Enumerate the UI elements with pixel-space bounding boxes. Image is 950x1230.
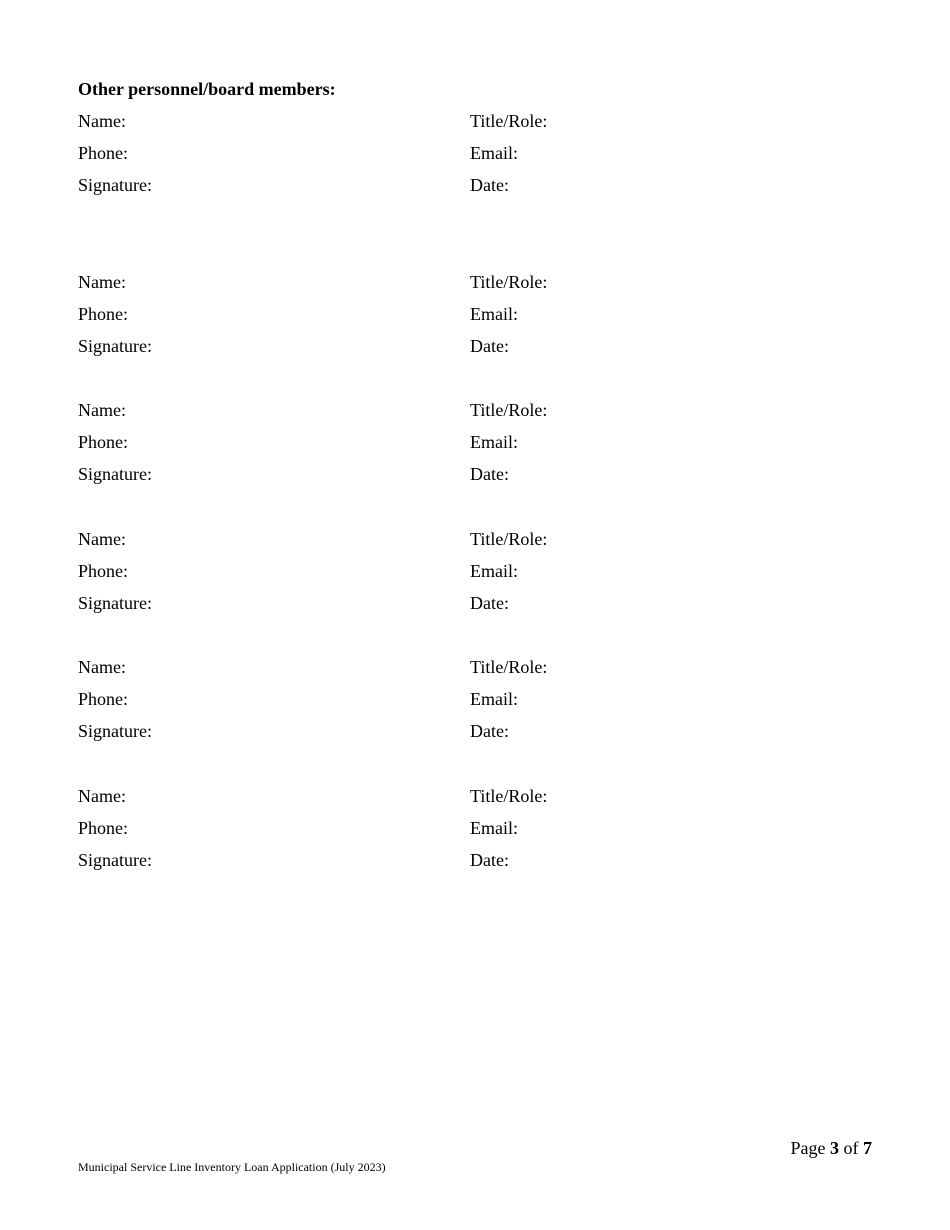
signature-label: Signature: — [78, 336, 152, 356]
signature-label: Signature: — [78, 721, 152, 741]
name-row — [78, 528, 878, 560]
section-heading: Other personnel/board members: — [78, 79, 336, 99]
page-total: 7 — [863, 1138, 872, 1158]
date-label: Date: — [470, 721, 509, 741]
phone-row — [78, 431, 878, 463]
phone-label: Phone: — [78, 561, 129, 581]
page-prefix: Page — [790, 1138, 826, 1158]
phone-row — [78, 560, 878, 592]
name-row — [78, 399, 878, 431]
phone-label: Phone: — [78, 143, 129, 163]
phone-label: Phone: — [78, 304, 129, 324]
personnel-entry-2 — [78, 271, 878, 367]
signature-row — [78, 720, 878, 752]
name-row — [78, 656, 878, 688]
title-role-label: Title/Role: — [470, 400, 548, 420]
page-of: of — [843, 1138, 859, 1158]
signature-row — [78, 463, 878, 495]
date-label: Date: — [470, 850, 509, 870]
phone-row — [78, 688, 878, 720]
email-label: Email: — [470, 304, 518, 324]
footer-document-title: Municipal Service Line Inventory Loan Application (July 2023) — [78, 1160, 386, 1174]
signature-row — [78, 592, 878, 624]
name-label: Name: — [78, 657, 126, 677]
signature-row — [78, 849, 878, 881]
name-label: Name: — [78, 529, 126, 549]
title-role-label: Title/Role: — [470, 786, 548, 806]
signature-row — [78, 174, 878, 206]
phone-row — [78, 303, 878, 335]
personnel-entry-1 — [78, 110, 878, 206]
page-current: 3 — [830, 1138, 839, 1158]
personnel-entry-6 — [78, 785, 878, 881]
email-label: Email: — [470, 689, 518, 709]
phone-label: Phone: — [78, 432, 129, 452]
name-label: Name: — [78, 400, 126, 420]
personnel-entry-5 — [78, 656, 878, 752]
email-label: Email: — [470, 432, 518, 452]
date-label: Date: — [470, 464, 509, 484]
name-row — [78, 110, 878, 142]
personnel-entry-4 — [78, 528, 878, 624]
signature-label: Signature: — [78, 175, 152, 195]
name-label: Name: — [78, 272, 126, 292]
signature-row — [78, 335, 878, 367]
name-label: Name: — [78, 786, 126, 806]
title-role-label: Title/Role: — [470, 657, 548, 677]
title-role-label: Title/Role: — [470, 529, 548, 549]
title-role-label: Title/Role: — [470, 272, 548, 292]
date-label: Date: — [470, 336, 509, 356]
email-label: Email: — [470, 561, 518, 581]
name-row — [78, 271, 878, 303]
name-label: Name: — [78, 111, 126, 131]
signature-label: Signature: — [78, 464, 152, 484]
email-label: Email: — [470, 818, 518, 838]
signature-label: Signature: — [78, 593, 152, 613]
email-label: Email: — [470, 143, 518, 163]
phone-label: Phone: — [78, 818, 129, 838]
signature-label: Signature: — [78, 850, 152, 870]
date-label: Date: — [470, 175, 509, 195]
phone-row — [78, 142, 878, 174]
name-row — [78, 785, 878, 817]
title-role-label: Title/Role: — [470, 111, 548, 131]
page-number — [791, 1137, 873, 1159]
personnel-entry-3 — [78, 399, 878, 495]
phone-label: Phone: — [78, 689, 129, 709]
phone-row — [78, 817, 878, 849]
date-label: Date: — [470, 593, 509, 613]
